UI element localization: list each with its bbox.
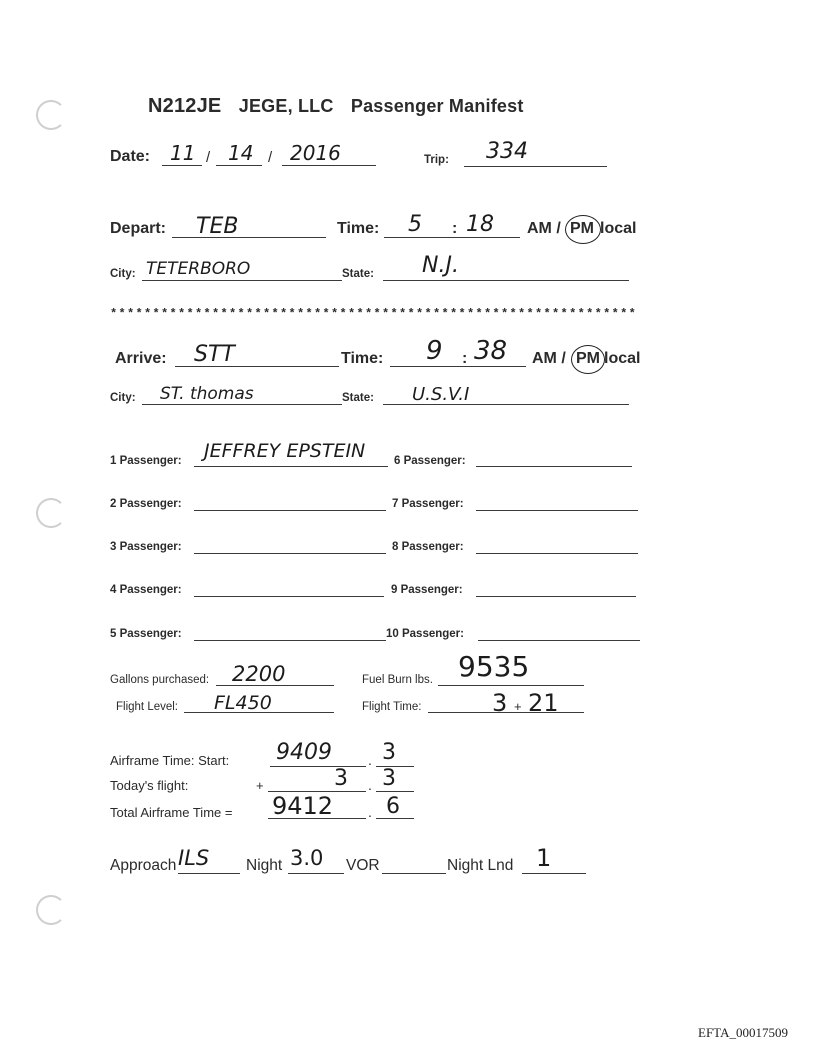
passenger-5-label: 5 Passenger:	[110, 628, 182, 640]
airframe-start-frac: 3	[382, 740, 396, 765]
flight-level-label: Flight Level:	[116, 701, 179, 713]
airframe-start-dot: .	[368, 752, 372, 768]
gallons-label: Gallons purchased:	[110, 674, 210, 686]
passenger-10-label: 10 Passenger:	[386, 628, 464, 640]
depart-local-label: local	[600, 220, 637, 237]
airframe-start-whole: 9409	[276, 740, 332, 765]
todays-flight-plus: +	[256, 778, 264, 793]
passenger-2-label: 2 Passenger:	[110, 498, 182, 510]
total-airframe-frac: 6	[386, 794, 400, 819]
document-name: Passenger Manifest	[350, 96, 524, 116]
arrive-city-label: City:	[110, 392, 136, 404]
todays-flight-frac: 3	[382, 766, 396, 791]
arrive-airport: STT	[194, 342, 235, 367]
trip-value: 334	[486, 139, 528, 164]
todays-flight-label: Today's flight:	[110, 778, 189, 793]
passenger-3-label: 3 Passenger:	[110, 541, 182, 553]
arrive-pm-label: PM	[576, 350, 600, 367]
punch-hole-bottom	[36, 895, 66, 925]
depart-colon: :	[452, 220, 458, 237]
approach-label: Approach	[110, 857, 177, 874]
arrive-state: U.S.V.I	[412, 384, 470, 405]
gallons-value: 2200	[232, 662, 286, 686]
arrive-colon: :	[462, 350, 468, 367]
date-slash-2: /	[268, 149, 273, 166]
company-name: JEGE, LLC	[238, 96, 334, 116]
depart-state: N.J.	[422, 253, 459, 278]
todays-flight-whole: 3	[334, 766, 348, 791]
arrive-minute: 38	[474, 336, 508, 366]
date-slash-1: /	[206, 149, 211, 166]
passenger-6-label: 6 Passenger:	[394, 455, 466, 467]
arrive-state-label: State:	[342, 392, 374, 404]
date-label: Date:	[110, 148, 151, 165]
approach-value: ILS	[178, 846, 210, 870]
section-separator: **************************************************************	[110, 307, 638, 321]
arrive-pm-circle	[571, 345, 605, 374]
arrive-city: ST. thomas	[160, 384, 254, 404]
flight-time-plus: +	[514, 699, 522, 714]
trip-label: Trip:	[424, 154, 449, 166]
passenger-1-label: 1 Passenger:	[110, 455, 182, 467]
depart-pm-circle	[565, 215, 601, 244]
airframe-start-label: Airframe Time: Start:	[110, 753, 230, 768]
night-landing-label: Night Lnd	[447, 857, 514, 874]
arrive-am-label: AM /	[532, 350, 566, 367]
arrive-time-label: Time:	[341, 350, 384, 367]
passenger-8-label: 8 Passenger:	[392, 541, 464, 553]
passenger-1-name: JEFFREY EPSTEIN	[204, 440, 366, 462]
flight-level-value: FL450	[214, 692, 272, 714]
total-airframe-label: Total Airframe Time =	[110, 805, 233, 820]
depart-am-label: AM /	[527, 220, 561, 237]
punch-hole-middle	[36, 498, 66, 528]
depart-hour: 5	[408, 212, 422, 237]
flight-time-minutes: 21	[528, 689, 559, 717]
fuel-burn-value: 9535	[458, 650, 530, 683]
depart-minute: 18	[466, 212, 494, 237]
total-airframe-dot: .	[368, 804, 372, 820]
night-label: Night	[246, 857, 283, 874]
depart-state-label: State:	[342, 268, 374, 280]
bates-number: EFTA_00017509	[698, 1025, 788, 1040]
depart-label: Depart:	[110, 220, 167, 237]
tail-number: N212JE	[148, 95, 222, 117]
arrive-local-label: local	[604, 350, 641, 367]
passenger-7-label: 7 Passenger:	[392, 498, 464, 510]
date-day: 14	[228, 141, 254, 165]
depart-city-label: City:	[110, 268, 136, 280]
passenger-9-label: 9 Passenger:	[391, 584, 463, 596]
night-value: 3.0	[290, 846, 324, 870]
date-year: 2016	[290, 141, 341, 165]
depart-pm-label: PM	[570, 220, 594, 237]
page-title	[148, 95, 524, 118]
total-airframe-whole: 9412	[272, 792, 334, 820]
arrive-hour: 9	[426, 336, 443, 366]
arrive-label: Arrive:	[115, 350, 167, 367]
date-month: 11	[170, 141, 196, 165]
flight-time-label: Flight Time:	[362, 701, 422, 713]
vor-label: VOR	[346, 857, 380, 874]
passenger-4-label: 4 Passenger:	[110, 584, 182, 596]
depart-airport: TEB	[196, 214, 239, 239]
flight-time-hours: 3	[492, 689, 508, 717]
punch-hole-top	[36, 100, 66, 130]
todays-flight-dot: .	[368, 777, 372, 793]
depart-city: TETERBORO	[146, 259, 251, 279]
fuel-burn-label: Fuel Burn lbs.	[362, 674, 433, 686]
night-landing-value: 1	[536, 844, 552, 872]
depart-time-label: Time:	[337, 220, 380, 237]
